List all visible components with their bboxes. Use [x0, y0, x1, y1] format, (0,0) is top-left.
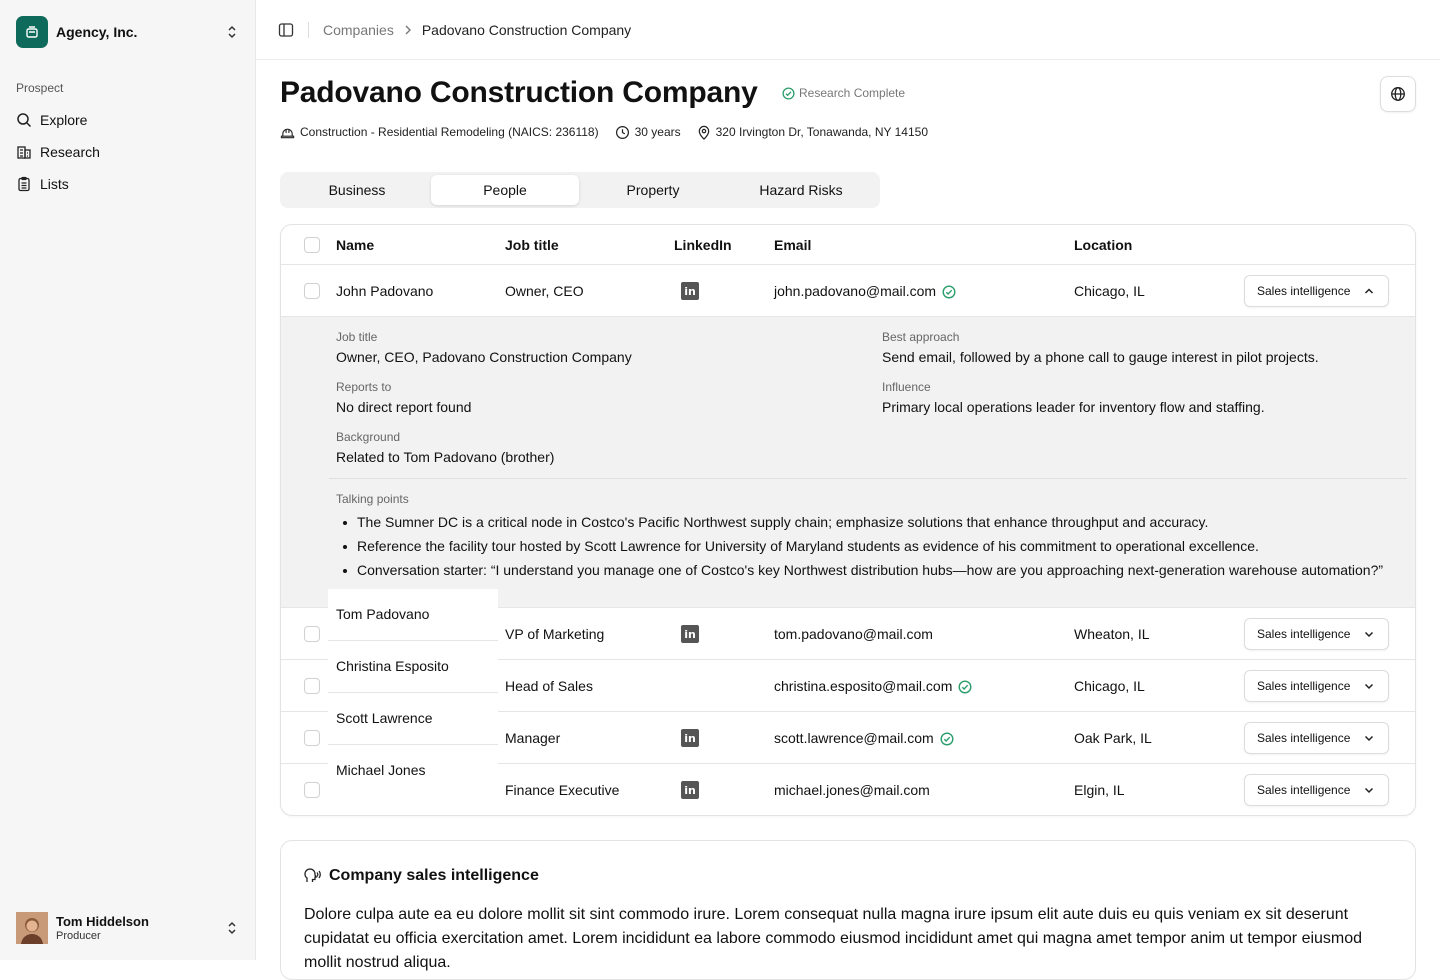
best-approach-label: Best approach — [882, 330, 960, 344]
person-name[interactable]: Christina Esposito — [328, 641, 498, 693]
search-icon — [16, 112, 32, 128]
website-button[interactable] — [1380, 76, 1416, 112]
person-job: Finance Executive — [505, 782, 620, 798]
person-email: christina.esposito@mail.com — [774, 678, 972, 694]
page-title: Padovano Construction Company — [280, 76, 758, 109]
divider — [329, 478, 1407, 479]
person-name[interactable]: Tom Padovano — [328, 589, 498, 641]
person-email: john.padovano@mail.com — [774, 283, 956, 299]
table-header — [281, 225, 1415, 265]
company-meta — [280, 122, 944, 142]
person-name: John Padovano — [336, 283, 434, 299]
list-item: Reference the facility tour hosted by Scott Lawrence for University of Maryland students as evidence of his commitment to operational excellence. — [343, 534, 1383, 558]
linkedin-icon[interactable]: in — [681, 625, 699, 643]
sidebar-item-explore[interactable] — [16, 104, 240, 136]
tabs — [280, 172, 880, 208]
job-title-value: Owner, CEO, Padovano Construction Company — [336, 349, 632, 365]
background-value: Related to Tom Padovano (brother) — [336, 449, 555, 465]
sidebar-item-lists[interactable] — [16, 168, 240, 200]
tab-property[interactable]: Property — [626, 182, 680, 198]
hard-hat-icon — [280, 125, 295, 139]
sidebar-item-label: Research — [40, 144, 100, 160]
chevron-up-icon — [1364, 286, 1374, 296]
person-location: Chicago, IL — [1074, 678, 1145, 694]
chevron-down-icon — [1364, 733, 1374, 743]
chevron-down-icon — [1364, 785, 1374, 795]
speaking-head-icon — [304, 868, 322, 884]
company-intelligence-card — [280, 840, 1416, 980]
linkedin-icon[interactable]: in — [681, 781, 699, 799]
org-logo-icon — [16, 16, 48, 48]
talking-points-list — [343, 510, 1383, 582]
sales-intelligence-button[interactable]: Sales intelligence — [1244, 722, 1389, 754]
column-name: Name — [336, 237, 375, 253]
tab-hazard-risks[interactable]: Hazard Risks — [759, 182, 843, 198]
address-text: 320 Irvington Dr, Tonawanda, NY 14150 — [715, 125, 928, 139]
verified-icon — [940, 732, 954, 746]
column-location: Location — [1074, 237, 1133, 253]
sales-intelligence-button[interactable]: Sales intelligence — [1244, 275, 1389, 307]
status-badge — [782, 86, 905, 100]
people-table — [280, 224, 1416, 816]
person-job: Manager — [505, 730, 561, 746]
chevron-down-icon — [1364, 681, 1374, 691]
sales-intelligence-button[interactable]: Sales intelligence — [1244, 774, 1389, 806]
select-all-checkbox[interactable] — [304, 237, 320, 253]
row-checkbox[interactable] — [304, 626, 320, 642]
user-role: Producer — [56, 929, 101, 942]
avatar — [16, 912, 48, 944]
map-pin-icon — [697, 125, 711, 140]
sales-intelligence-button[interactable]: Sales intelligence — [1244, 670, 1389, 702]
building-icon — [16, 144, 32, 160]
check-circle-icon — [782, 87, 795, 100]
column-job-title: Job title — [505, 237, 559, 253]
background-label: Background — [336, 430, 401, 444]
tab-people[interactable]: People — [431, 175, 579, 205]
breadcrumb-current: Padovano Construction Company — [421, 21, 632, 38]
sidebar-item-label: Explore — [40, 112, 88, 128]
verified-icon — [958, 680, 972, 694]
sidebar-item-research[interactable] — [16, 136, 240, 168]
person-location: Wheaton, IL — [1074, 626, 1150, 642]
chevron-updown-icon[interactable] — [224, 920, 240, 936]
linkedin-icon[interactable]: in — [681, 282, 699, 300]
list-item: Conversation starter: “I understand you manage one of Costco's key Northwest distribution hubs—how are you approaching next-generation warehouse automation?” — [343, 558, 1383, 582]
verified-icon — [942, 285, 956, 299]
org-switcher[interactable] — [16, 16, 240, 48]
row-checkbox[interactable] — [304, 782, 320, 798]
chevron-updown-icon[interactable] — [224, 24, 240, 40]
person-job: Head of Sales — [505, 678, 593, 694]
divider — [308, 22, 309, 38]
person-location: Elgin, IL — [1074, 782, 1125, 798]
person-email: michael.jones@mail.com — [774, 782, 930, 798]
status-text: Research Complete — [799, 86, 906, 100]
person-location: Oak Park, IL — [1074, 730, 1152, 746]
reports-to-value: No direct report found — [336, 399, 472, 415]
influence-label: Influence — [882, 380, 931, 394]
person-email: tom.padovano@mail.com — [774, 626, 933, 642]
person-location: Chicago, IL — [1074, 283, 1145, 299]
reports-to-label: Reports to — [336, 380, 392, 394]
user-menu[interactable] — [16, 912, 240, 944]
table-row[interactable] — [281, 265, 1415, 317]
name-column-overlay — [328, 589, 498, 797]
chevron-right-icon — [404, 25, 412, 35]
nav-section-label: Prospect — [16, 81, 64, 95]
person-name[interactable]: Michael Jones — [336, 762, 426, 778]
clipboard-icon — [16, 176, 32, 192]
industry-text: Construction - Residential Remodeling (NAICS: 236118) — [300, 125, 599, 139]
years-text: 30 years — [634, 125, 681, 139]
sidebar-toggle-icon[interactable] — [278, 22, 294, 38]
sidebar — [0, 0, 256, 960]
influence-value: Primary local operations leader for inventory flow and staffing. — [882, 399, 1265, 415]
list-item: The Sumner DC is a critical node in Costco's Pacific Northwest supply chain; emphasize solutions that enhance throughput and accuracy. — [343, 510, 1383, 534]
org-name: Agency, Inc. — [56, 24, 138, 40]
column-email: Email — [774, 237, 812, 253]
row-checkbox[interactable] — [304, 283, 320, 299]
person-email: scott.lawrence@mail.com — [774, 730, 954, 746]
chevron-down-icon — [1364, 629, 1374, 639]
person-name[interactable]: Scott Lawrence — [328, 693, 498, 745]
intel-title: Company sales intelligence — [329, 867, 539, 884]
talking-points-label: Talking points — [336, 492, 409, 506]
sales-intelligence-button[interactable]: Sales intelligence — [1244, 618, 1389, 650]
best-approach-value: Send email, followed by a phone call to gauge interest in pilot projects. — [882, 349, 1319, 365]
row-checkbox[interactable] — [304, 730, 320, 746]
breadcrumb-companies[interactable]: Companies — [323, 21, 394, 38]
intel-heading — [304, 867, 539, 885]
linkedin-icon[interactable]: in — [681, 729, 699, 747]
column-linkedin: LinkedIn — [674, 237, 732, 253]
person-job: Owner, CEO — [505, 283, 584, 299]
row-checkbox[interactable] — [304, 678, 320, 694]
topbar — [256, 0, 1440, 60]
person-job: VP of Marketing — [505, 626, 605, 642]
intel-body: Dolore culpa aute ea eu dolore mollit sit sint commodo irure. Lorem consequat nulla magna irure ipsum elit aute duis eu quis veniam ex sit deserunt cupidatat eu officia exercitation amet. Lorem incididunt ea labore commodo eiusmod incididunt amet qui magna amet tempor anim ut tempor eiusmod mollit nostrud aliqua. — [304, 906, 1363, 971]
person-details-panel — [281, 317, 1415, 608]
globe-icon — [1390, 86, 1406, 102]
sidebar-item-label: Lists — [40, 176, 69, 192]
tab-business[interactable]: Business — [328, 182, 386, 198]
user-name: Tom Hiddelson — [56, 913, 149, 929]
clock-icon — [615, 125, 630, 140]
job-title-label: Job title — [336, 330, 378, 344]
sidebar-nav — [16, 104, 240, 200]
